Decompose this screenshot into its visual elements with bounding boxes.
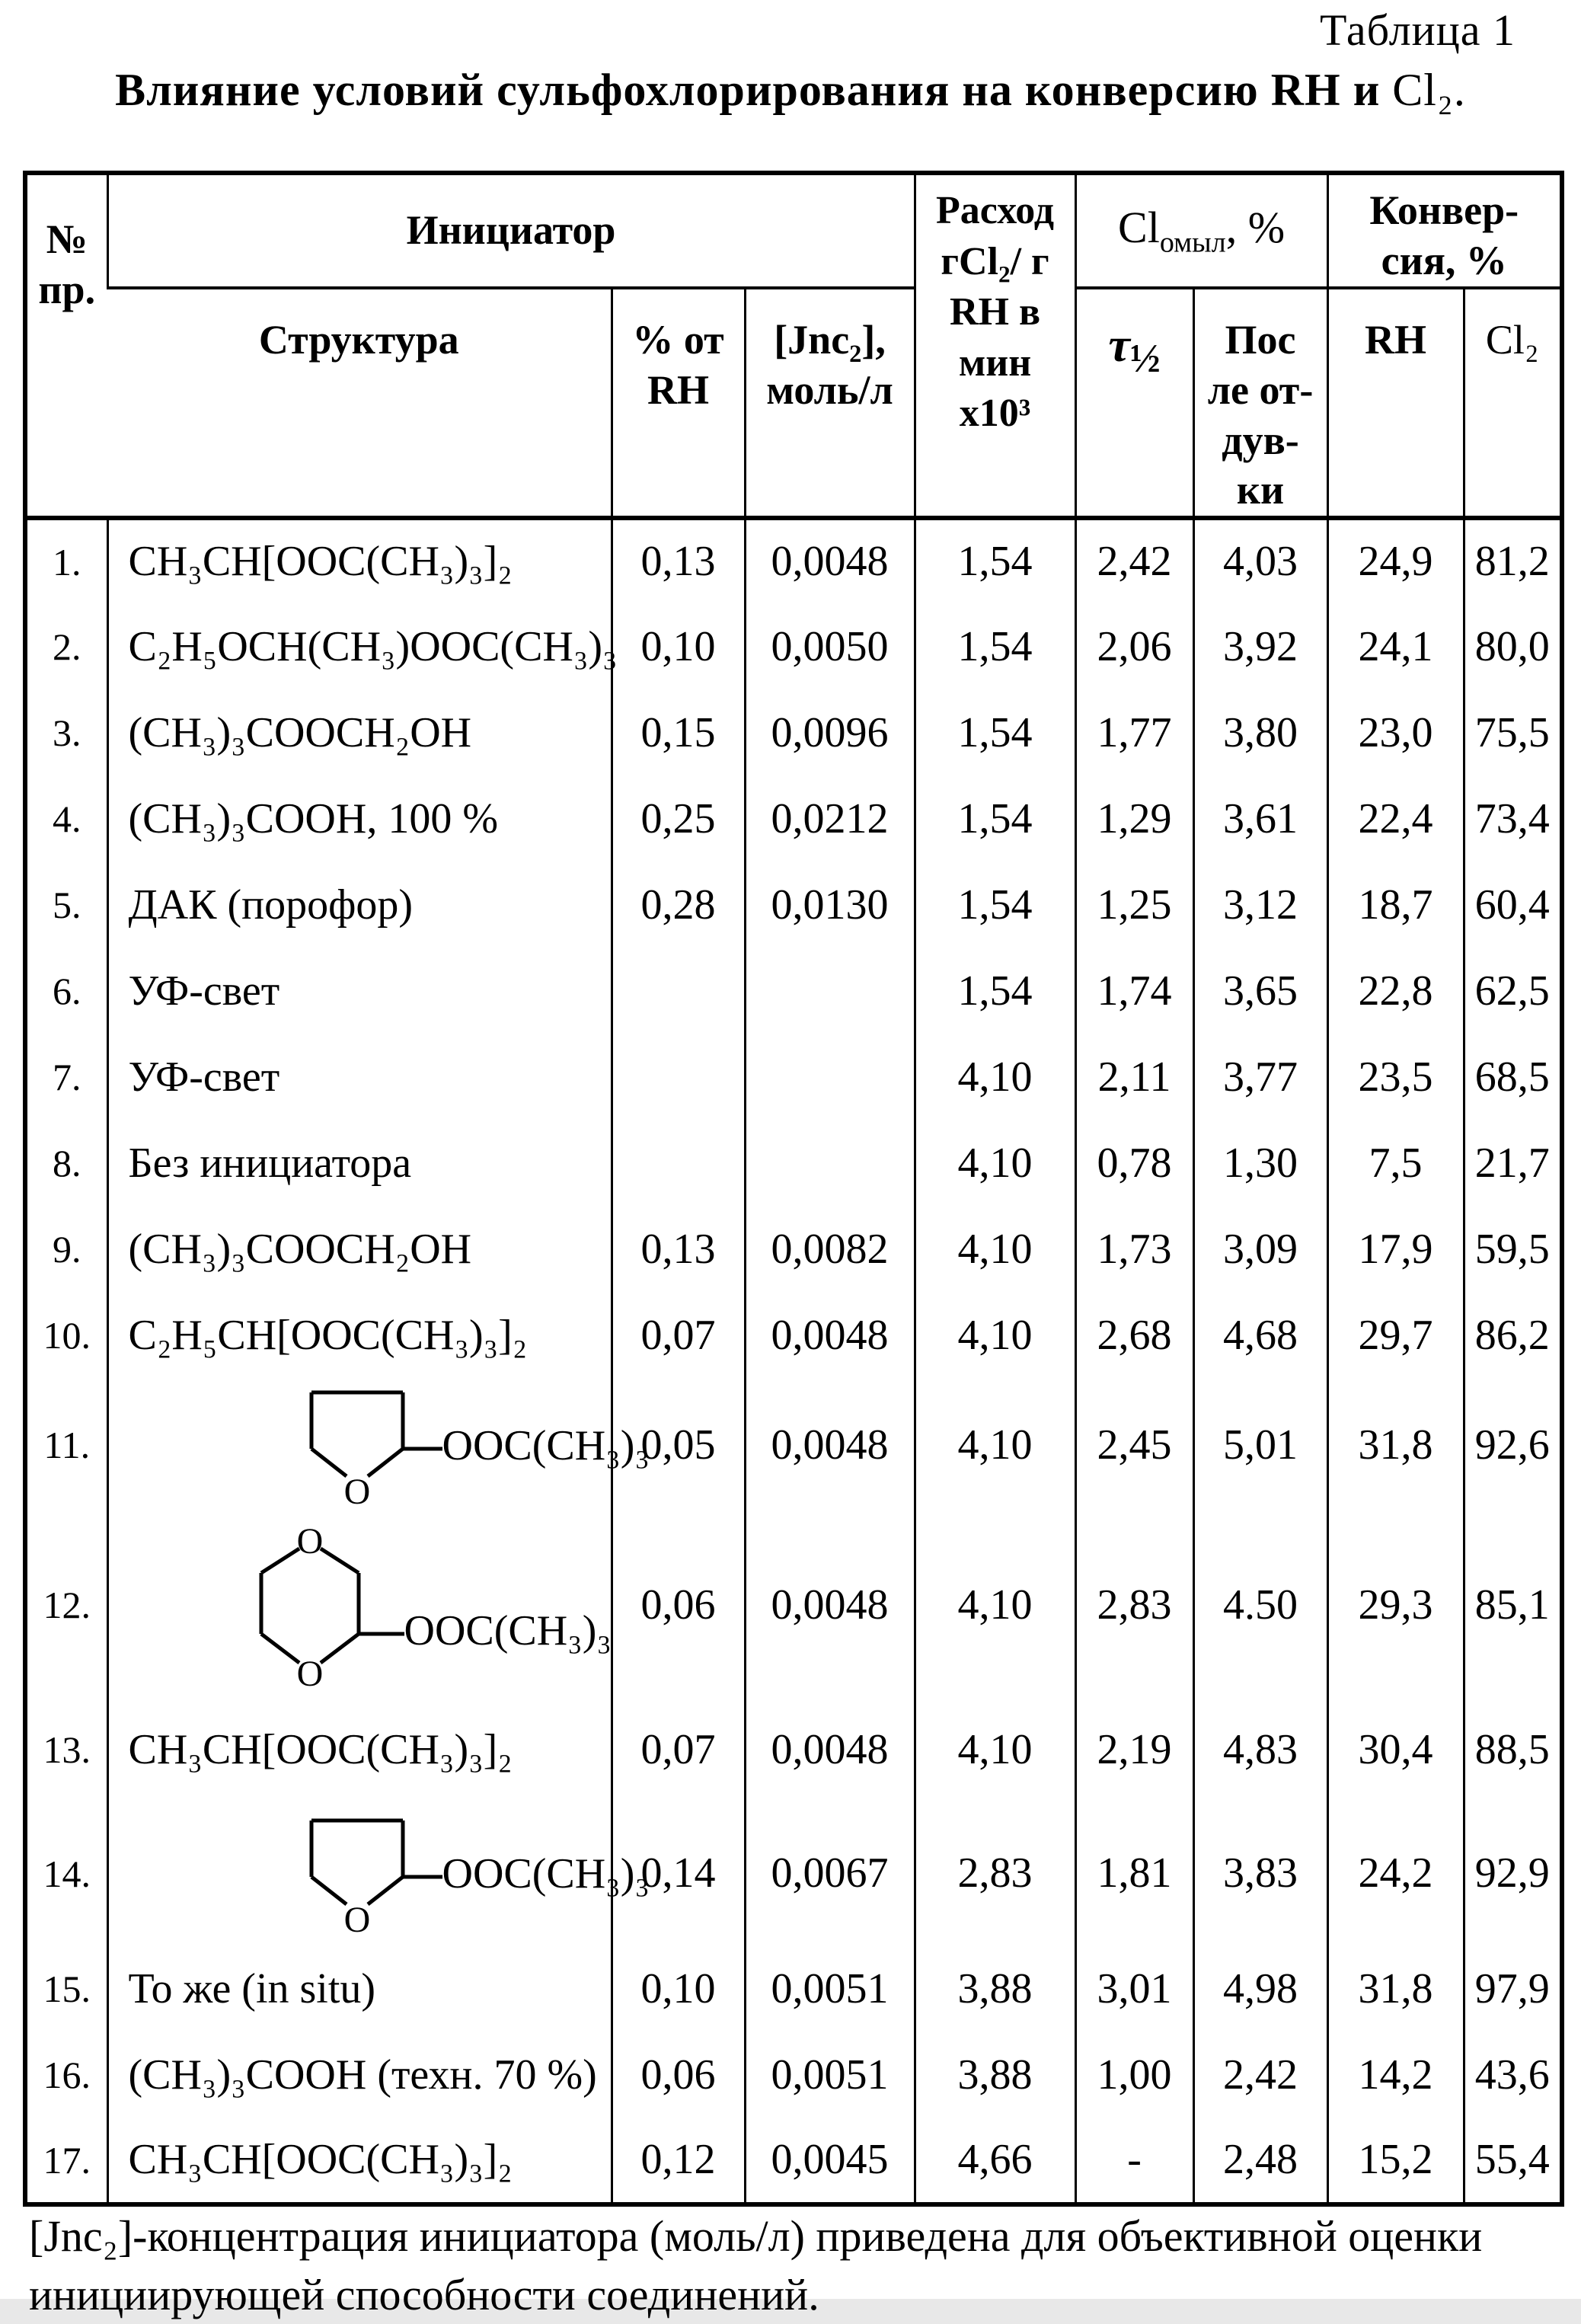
cell-cl2: 60,4 (1464, 862, 1562, 948)
page-title-tail: Cl₂. (1392, 65, 1466, 115)
cell-tau_half: 2,45 (1075, 1379, 1193, 1512)
dioxane-ring-structure (243, 1520, 404, 1694)
cell-structure: C₂H₅OCH(CH₃)OOC(CH₃)₃ (107, 604, 612, 690)
header-cl2: Cl₂ (1464, 288, 1562, 519)
cell-tau_half: 1,29 (1075, 776, 1193, 862)
cell-structure: CH₃CH[OOC(CH₃)₃]₂ (107, 2118, 612, 2204)
cell-consumption: 4,10 (915, 1120, 1075, 1207)
cell-pct_rh: 0,06 (612, 2032, 745, 2118)
cell-cl2: 88,5 (1464, 1699, 1562, 1801)
cell-after_blow: 3,77 (1193, 1034, 1327, 1120)
cell-after_blow: 3,61 (1193, 776, 1327, 862)
cell-after_blow: 5,01 (1193, 1379, 1327, 1512)
svg-text:O: O (296, 1653, 323, 1694)
cell-after_blow: 3,65 (1193, 948, 1327, 1034)
cell-rh: 22,8 (1327, 948, 1464, 1034)
header-clomyl-group (1075, 173, 1327, 288)
thf-ring-structure (281, 1385, 442, 1512)
cell-structure: (CH₃)₃COOH (техн. 70 %) (107, 2032, 612, 2118)
cell-consumption: 4,10 (915, 1034, 1075, 1120)
clomyl-sub: омыл (1159, 226, 1226, 259)
cell-jnc2: 0,0048 (745, 1379, 915, 1512)
clomyl-rest: , % (1225, 202, 1286, 252)
table-caption: Таблица 1 (1319, 5, 1516, 55)
header-conversion-group: Конвер- сия, % (1327, 173, 1562, 288)
table-row (25, 1699, 1562, 1801)
cell-consumption: 3,88 (915, 1946, 1075, 2032)
cell-structure: CH₃CH[OOC(CH₃)₃]₂ (107, 1699, 612, 1801)
cell-num: 2. (53, 625, 81, 669)
chemical-structure-drawing (243, 1520, 612, 1694)
cell-jnc2: 0,0067 (745, 1801, 915, 1946)
cell-after_blow: 4,68 (1193, 1293, 1327, 1379)
cell-consumption: 3,88 (915, 2032, 1075, 2118)
cell-pct_rh: 0,05 (612, 1379, 745, 1512)
cell-consumption: 1,54 (915, 862, 1075, 948)
cell-rh: 24,9 (1327, 518, 1464, 604)
cell-jnc2: 0,0082 (745, 1207, 915, 1293)
cell-num: 7. (53, 1056, 81, 1099)
cell-tau_half: 1,74 (1075, 948, 1193, 1034)
thf-ring-structure (281, 1813, 442, 1941)
clomyl-base: Cl (1118, 202, 1160, 252)
cell-cl2: 86,2 (1464, 1293, 1562, 1379)
cell-tau_half: 1,77 (1075, 690, 1193, 776)
cell-pct_rh: 0,10 (612, 604, 745, 690)
table-row (25, 690, 1562, 776)
cell-jnc2: 0,0130 (745, 862, 915, 948)
cell-cl2: 59,5 (1464, 1207, 1562, 1293)
cell-structure: Без инициатора (107, 1120, 612, 1207)
cell-num: 5. (53, 884, 81, 927)
cell-structure (107, 1379, 650, 1512)
cell-pct_rh: 0,07 (612, 1699, 745, 1801)
cell-after_blow: 3,80 (1193, 690, 1327, 776)
cell-tau_half: 2,68 (1075, 1293, 1193, 1379)
table-header (25, 173, 1562, 518)
cell-tau_half: 1,73 (1075, 1207, 1193, 1293)
cell-jnc2 (745, 948, 915, 1034)
cell-tau_half: 1,81 (1075, 1801, 1193, 1946)
cell-tau_half: 2,83 (1075, 1512, 1193, 1699)
table-row (25, 2032, 1562, 2118)
cell-cl2: 92,6 (1464, 1379, 1562, 1512)
cell-consumption: 4,10 (915, 1379, 1075, 1512)
footnote: [Jnc₂]-концентрация инициатора (моль/л) приведена для объективной оценки инициирующей способности соединений. (29, 2211, 1483, 2319)
table-body (25, 518, 1562, 2204)
cell-after_blow: 4,83 (1193, 1699, 1327, 1801)
cell-rh: 31,8 (1327, 1946, 1464, 2032)
table-row (25, 862, 1562, 948)
cell-tau_half: 2,19 (1075, 1699, 1193, 1801)
cell-num: 1. (53, 540, 81, 583)
cell-rh: 24,1 (1327, 604, 1464, 690)
cell-pct_rh (612, 1034, 745, 1120)
cell-structure: C₂H₅CH[OOC(CH₃)₃]₂ (107, 1293, 612, 1379)
chemical-structure-drawing (281, 1813, 650, 1941)
cell-consumption: 1,54 (915, 776, 1075, 862)
cell-pct_rh (612, 1120, 745, 1207)
cell-num: 10. (43, 1314, 91, 1357)
cell-jnc2: 0,0048 (745, 1512, 915, 1699)
cell-structure (107, 1801, 650, 1946)
cell-structure: (CH₃)₃COOCH₂OH (107, 690, 612, 776)
cell-cl2: 81,2 (1464, 518, 1562, 604)
cell-structure (107, 1512, 612, 1699)
cell-num: 12. (43, 1584, 91, 1627)
cell-tau_half: 2,06 (1075, 604, 1193, 690)
cell-rh: 15,2 (1327, 2118, 1464, 2204)
cell-cl2: 97,9 (1464, 1946, 1562, 2032)
cell-tau_half: - (1075, 2118, 1193, 2204)
cell-after_blow: 3,83 (1193, 1801, 1327, 1946)
cell-pct_rh: 0,28 (612, 862, 745, 948)
cell-cl2: 80,0 (1464, 604, 1562, 690)
cell-num: 17. (43, 2138, 91, 2182)
page-title-main: Влияние условий сульфохлорирования на конверсию RH и (115, 65, 1393, 115)
cell-cl2: 55,4 (1464, 2118, 1562, 2204)
cell-tau_half: 1,00 (1075, 2032, 1193, 2118)
svg-text:O: O (343, 1471, 370, 1512)
header-jnc2: [Jnc₂], моль/л (745, 288, 915, 519)
results-table (23, 171, 1564, 2207)
cell-cl2: 43,6 (1464, 2032, 1562, 2118)
cell-jnc2: 0,0051 (745, 2032, 915, 2118)
table-row (25, 1379, 1562, 1512)
cell-structure: (CH₃)₃COOCH₂OH (107, 1207, 612, 1293)
cell-num: 3. (53, 711, 81, 755)
cell-tau_half: 0,78 (1075, 1120, 1193, 1207)
cell-rh: 29,3 (1327, 1512, 1464, 1699)
cell-rh: 23,5 (1327, 1034, 1464, 1120)
cell-structure: То же (in situ) (107, 1946, 612, 2032)
tau-symbol: τ (1108, 317, 1130, 372)
cell-after_blow: 3,09 (1193, 1207, 1327, 1293)
cell-consumption: 1,54 (915, 518, 1075, 604)
cell-rh: 24,2 (1327, 1801, 1464, 1946)
cell-after_blow: 2,48 (1193, 2118, 1327, 2204)
table-row (25, 518, 1562, 604)
cell-consumption: 4,66 (915, 2118, 1075, 2204)
header-structure: Структура (107, 288, 612, 519)
table-row (25, 1946, 1562, 2032)
cell-jnc2: 0,0045 (745, 2118, 915, 2204)
cell-pct_rh: 0,13 (612, 518, 745, 604)
cell-consumption: 1,54 (915, 948, 1075, 1034)
cell-jnc2: 0,0212 (745, 776, 915, 862)
table-row (25, 604, 1562, 690)
cell-after_blow: 2,42 (1193, 2032, 1327, 2118)
cell-pct_rh: 0,15 (612, 690, 745, 776)
table-row (25, 1034, 1562, 1120)
cell-rh: 29,7 (1327, 1293, 1464, 1379)
cell-jnc2: 0,0051 (745, 1946, 915, 2032)
cell-consumption: 1,54 (915, 604, 1075, 690)
cell-pct_rh: 0,12 (612, 2118, 745, 2204)
ring-substituent-label: OOC(CH₃)₃ (442, 1850, 650, 1898)
header-rh: RH (1327, 288, 1464, 519)
page-title (0, 64, 1581, 117)
header-pct-rh: % от RH (612, 288, 745, 519)
cell-num: 15. (43, 1968, 91, 2011)
cell-pct_rh: 0,25 (612, 776, 745, 862)
cell-tau_half: 3,01 (1075, 1946, 1193, 2032)
table-row (25, 948, 1562, 1034)
cell-after_blow: 4.50 (1193, 1512, 1327, 1699)
cell-tau_half: 2,11 (1075, 1034, 1193, 1120)
cell-num: 11. (43, 1424, 91, 1467)
cell-after_blow: 3,92 (1193, 604, 1327, 690)
cell-pct_rh: 0,10 (612, 1946, 745, 2032)
table-row (25, 776, 1562, 862)
ring-substituent-label: OOC(CH₃)₃ (442, 1421, 650, 1469)
cell-num: 9. (53, 1228, 81, 1271)
cell-consumption: 1,54 (915, 690, 1075, 776)
cell-structure: CH₃CH[OOC(CH₃)₃]₂ (107, 518, 612, 604)
cell-rh: 17,9 (1327, 1207, 1464, 1293)
cell-jnc2: 0,0048 (745, 1293, 915, 1379)
cell-pct_rh (612, 948, 745, 1034)
header-tau-half (1075, 288, 1193, 519)
cell-tau_half: 1,25 (1075, 862, 1193, 948)
ring-substituent-label: OOC(CH₃)₃ (404, 1606, 612, 1654)
cell-structure: ДАК (порофор) (107, 862, 612, 948)
tau-half-fraction: ½ (1129, 334, 1161, 381)
cell-consumption: 2,83 (915, 1801, 1075, 1946)
header-after-blow: Пос ле от- дув- ки (1193, 288, 1327, 519)
cell-rh: 31,8 (1327, 1379, 1464, 1512)
cell-num: 16. (43, 2054, 91, 2097)
cell-tau_half: 2,42 (1075, 518, 1193, 604)
cell-structure: УФ-свет (107, 948, 612, 1034)
cell-cl2: 75,5 (1464, 690, 1562, 776)
cell-pct_rh: 0,07 (612, 1293, 745, 1379)
table-row (25, 1293, 1562, 1379)
header-num: № пр. (25, 173, 107, 518)
table-row (25, 1512, 1562, 1699)
cell-consumption: 4,10 (915, 1512, 1075, 1699)
table-row (25, 1120, 1562, 1207)
cell-jnc2: 0,0050 (745, 604, 915, 690)
cell-jnc2: 0,0048 (745, 518, 915, 604)
cell-rh: 7,5 (1327, 1120, 1464, 1207)
cell-cl2: 68,5 (1464, 1034, 1562, 1120)
cell-cl2: 92,9 (1464, 1801, 1562, 1946)
cell-consumption: 4,10 (915, 1207, 1075, 1293)
svg-text:O: O (343, 1900, 370, 1941)
cell-jnc2 (745, 1120, 915, 1207)
cell-rh: 18,7 (1327, 862, 1464, 948)
cell-pct_rh: 0,14 (612, 1801, 745, 1946)
cell-rh: 22,4 (1327, 776, 1464, 862)
cell-pct_rh: 0,13 (612, 1207, 745, 1293)
cell-structure: (CH₃)₃COOH, 100 % (107, 776, 612, 862)
cell-structure: УФ-свет (107, 1034, 612, 1120)
cell-cl2: 73,4 (1464, 776, 1562, 862)
cell-consumption: 4,10 (915, 1699, 1075, 1801)
table-row (25, 2118, 1562, 2204)
cell-num: 13. (43, 1728, 91, 1772)
cell-num: 8. (53, 1142, 81, 1185)
cell-jnc2 (745, 1034, 915, 1120)
cell-num: 6. (53, 970, 81, 1013)
cell-after_blow: 4,98 (1193, 1946, 1327, 2032)
cell-jnc2: 0,0048 (745, 1699, 915, 1801)
cell-pct_rh: 0,06 (612, 1512, 745, 1699)
cell-cl2: 85,1 (1464, 1512, 1562, 1699)
cell-after_blow: 3,12 (1193, 862, 1327, 948)
cell-rh: 14,2 (1327, 2032, 1464, 2118)
cell-cl2: 21,7 (1464, 1120, 1562, 1207)
cell-num: 4. (53, 798, 81, 841)
header-initiator-group: Инициатор (107, 173, 915, 288)
cell-rh: 30,4 (1327, 1699, 1464, 1801)
table-row (25, 1801, 1562, 1946)
cell-rh: 23,0 (1327, 690, 1464, 776)
cell-after_blow: 1,30 (1193, 1120, 1327, 1207)
table-row (25, 1207, 1562, 1293)
svg-text:O: O (296, 1520, 323, 1562)
chemical-structure-drawing (281, 1385, 650, 1512)
cell-num: 14. (43, 1852, 91, 1895)
cell-consumption: 4,10 (915, 1293, 1075, 1379)
cell-jnc2: 0,0096 (745, 690, 915, 776)
header-consumption: Расход гCl₂/ г RH в мин х10³ (915, 173, 1075, 518)
cell-cl2: 62,5 (1464, 948, 1562, 1034)
cell-after_blow: 4,03 (1193, 518, 1327, 604)
